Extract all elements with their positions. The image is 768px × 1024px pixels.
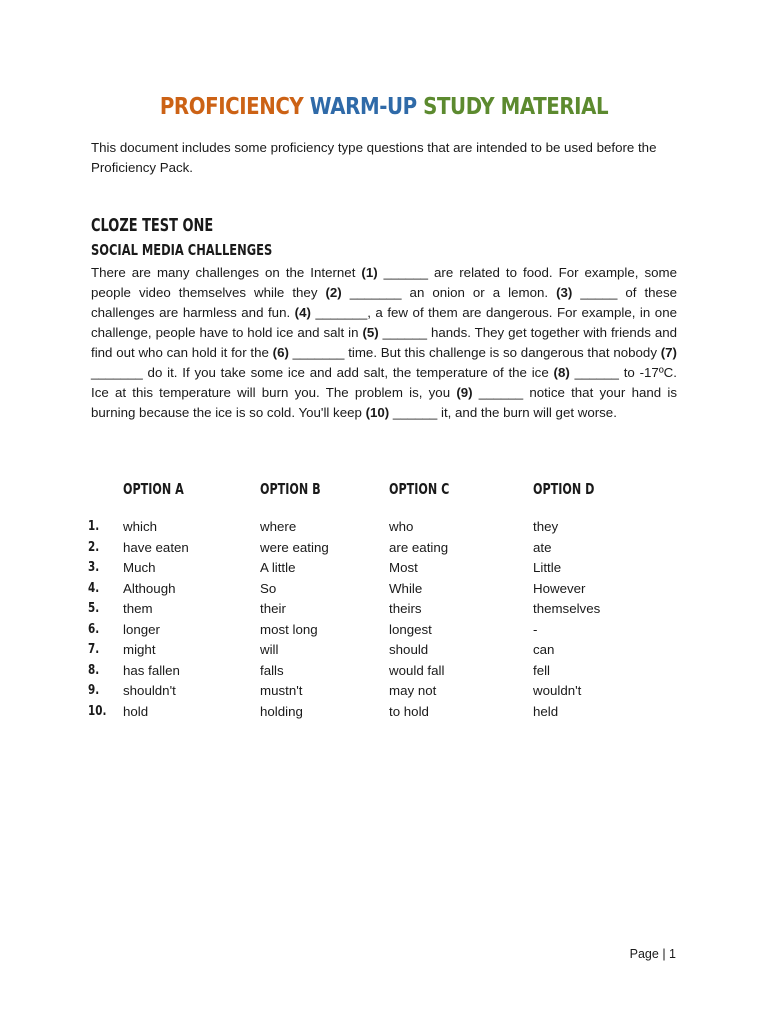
option-a: hold: [123, 704, 149, 719]
cloze-passage: [91, 263, 677, 423]
question-number: 10.: [88, 704, 107, 719]
page-number: 1: [669, 947, 676, 961]
page-separator: |: [662, 947, 666, 961]
option-d: can: [533, 642, 555, 657]
option-row: [0, 622, 768, 642]
option-d: ate: [533, 540, 552, 555]
passage-text: ______ notice that your hand is burning because the ice is so cold. You'll keep: [91, 385, 677, 420]
blank-marker: (2): [325, 285, 342, 300]
option-a: Much: [123, 560, 156, 575]
option-d: themselves: [533, 601, 601, 616]
option-c: While: [389, 581, 423, 596]
blank-marker: (7): [660, 345, 677, 360]
blank-marker: (3): [556, 285, 573, 300]
option-a: which: [123, 519, 157, 534]
option-a-header: OPTION A: [123, 480, 184, 498]
option-a: has fallen: [123, 663, 180, 678]
option-c: longest: [389, 622, 432, 637]
option-b: where: [260, 519, 297, 534]
passage-text: ______ are related to food. For example, some people video themselves while they: [91, 265, 677, 300]
title-part-study-material: STUDY MATERIAL: [423, 94, 609, 120]
option-c: would fall: [389, 663, 445, 678]
option-b: were eating: [260, 540, 329, 555]
passage-text: ______ hands. They get together with friends and find out who can hold it for the: [91, 325, 678, 360]
option-a: Although: [123, 581, 176, 596]
option-a: shouldn't: [123, 683, 176, 698]
blank-marker: (1): [361, 265, 378, 280]
passage-text: _______ an onion or a lemon.: [341, 285, 557, 300]
option-row: [0, 519, 768, 539]
option-b: holding: [260, 704, 303, 719]
option-row: [0, 642, 768, 662]
page-label: Page: [629, 947, 659, 961]
option-d: wouldn't: [533, 683, 582, 698]
question-number: 1.: [88, 519, 100, 534]
option-b: their: [260, 601, 286, 616]
option-a: them: [123, 601, 153, 616]
passage-text: _______ do it. If you take some ice and add salt, the temperature of the ice: [91, 365, 554, 380]
option-c-header: OPTION C: [389, 480, 450, 498]
question-number: 8.: [88, 663, 100, 678]
question-number: 4.: [88, 581, 100, 596]
blank-marker: (9): [456, 385, 473, 400]
option-a: have eaten: [123, 540, 189, 555]
document-title: [54, 94, 714, 120]
page-footer: [630, 947, 676, 961]
question-number: 6.: [88, 622, 100, 637]
passage-text: _______, a few of them are dangerous. For example, in one challenge, people have to hold ice and salt in: [91, 305, 677, 340]
passage-text: There are many challenges on the Internet: [91, 265, 362, 280]
title-part-warm-up: WARM-UP: [309, 94, 417, 120]
blank-marker: (8): [553, 365, 570, 380]
option-a: longer: [123, 622, 160, 637]
option-c: to hold: [389, 704, 429, 719]
option-d: However: [533, 581, 586, 596]
option-row: [0, 663, 768, 683]
option-d-header: OPTION D: [533, 480, 595, 498]
option-b: most long: [260, 622, 318, 637]
option-c: Most: [389, 560, 418, 575]
option-b: mustn't: [260, 683, 303, 698]
blank-marker: (10): [365, 405, 390, 420]
option-row: [0, 683, 768, 703]
passage-text: _____ of these challenges are harmless and fun.: [91, 285, 677, 320]
option-c: may not: [389, 683, 437, 698]
passage-text: ______ it, and the burn will get worse.: [389, 405, 617, 420]
intro-paragraph: This document includes some proficiency type questions that are intended to be used before the Proficiency Pack.: [91, 140, 657, 175]
option-d: they: [533, 519, 559, 534]
option-b: falls: [260, 663, 284, 678]
blank-marker: (5): [362, 325, 379, 340]
passage-text: _______ time. But this challenge is so dangerous that nobody: [288, 345, 661, 360]
option-b: So: [260, 581, 277, 596]
blank-marker: (4): [294, 305, 311, 320]
passage-text: ______ to -17ºC. Ice at this temperature will burn you. The problem is, you: [91, 365, 677, 400]
option-row: [0, 704, 768, 724]
option-b-header: OPTION B: [260, 480, 321, 498]
title-part-proficiency: PROFICIENCY: [159, 94, 304, 120]
option-c: theirs: [389, 601, 422, 616]
option-b: will: [260, 642, 279, 657]
option-d: Little: [533, 560, 562, 575]
option-row: [0, 540, 768, 560]
blank-marker: (6): [272, 345, 289, 360]
question-number: 9.: [88, 683, 100, 698]
option-c: are eating: [389, 540, 449, 555]
option-a: might: [123, 642, 156, 657]
section-subtitle: SOCIAL MEDIA CHALLENGES: [91, 241, 273, 259]
question-number: 5.: [88, 601, 100, 616]
option-c: should: [389, 642, 429, 657]
option-row: [0, 601, 768, 621]
option-row: [0, 560, 768, 580]
option-d: held: [533, 704, 559, 719]
option-row: [0, 581, 768, 601]
question-number: 3.: [88, 560, 100, 575]
section-title: CLOZE TEST ONE: [91, 215, 214, 236]
option-d: fell: [533, 663, 550, 678]
option-b: A little: [260, 560, 296, 575]
option-d: -: [533, 622, 538, 637]
question-number: 7.: [88, 642, 100, 657]
option-c: who: [389, 519, 414, 534]
question-number: 2.: [88, 540, 100, 555]
